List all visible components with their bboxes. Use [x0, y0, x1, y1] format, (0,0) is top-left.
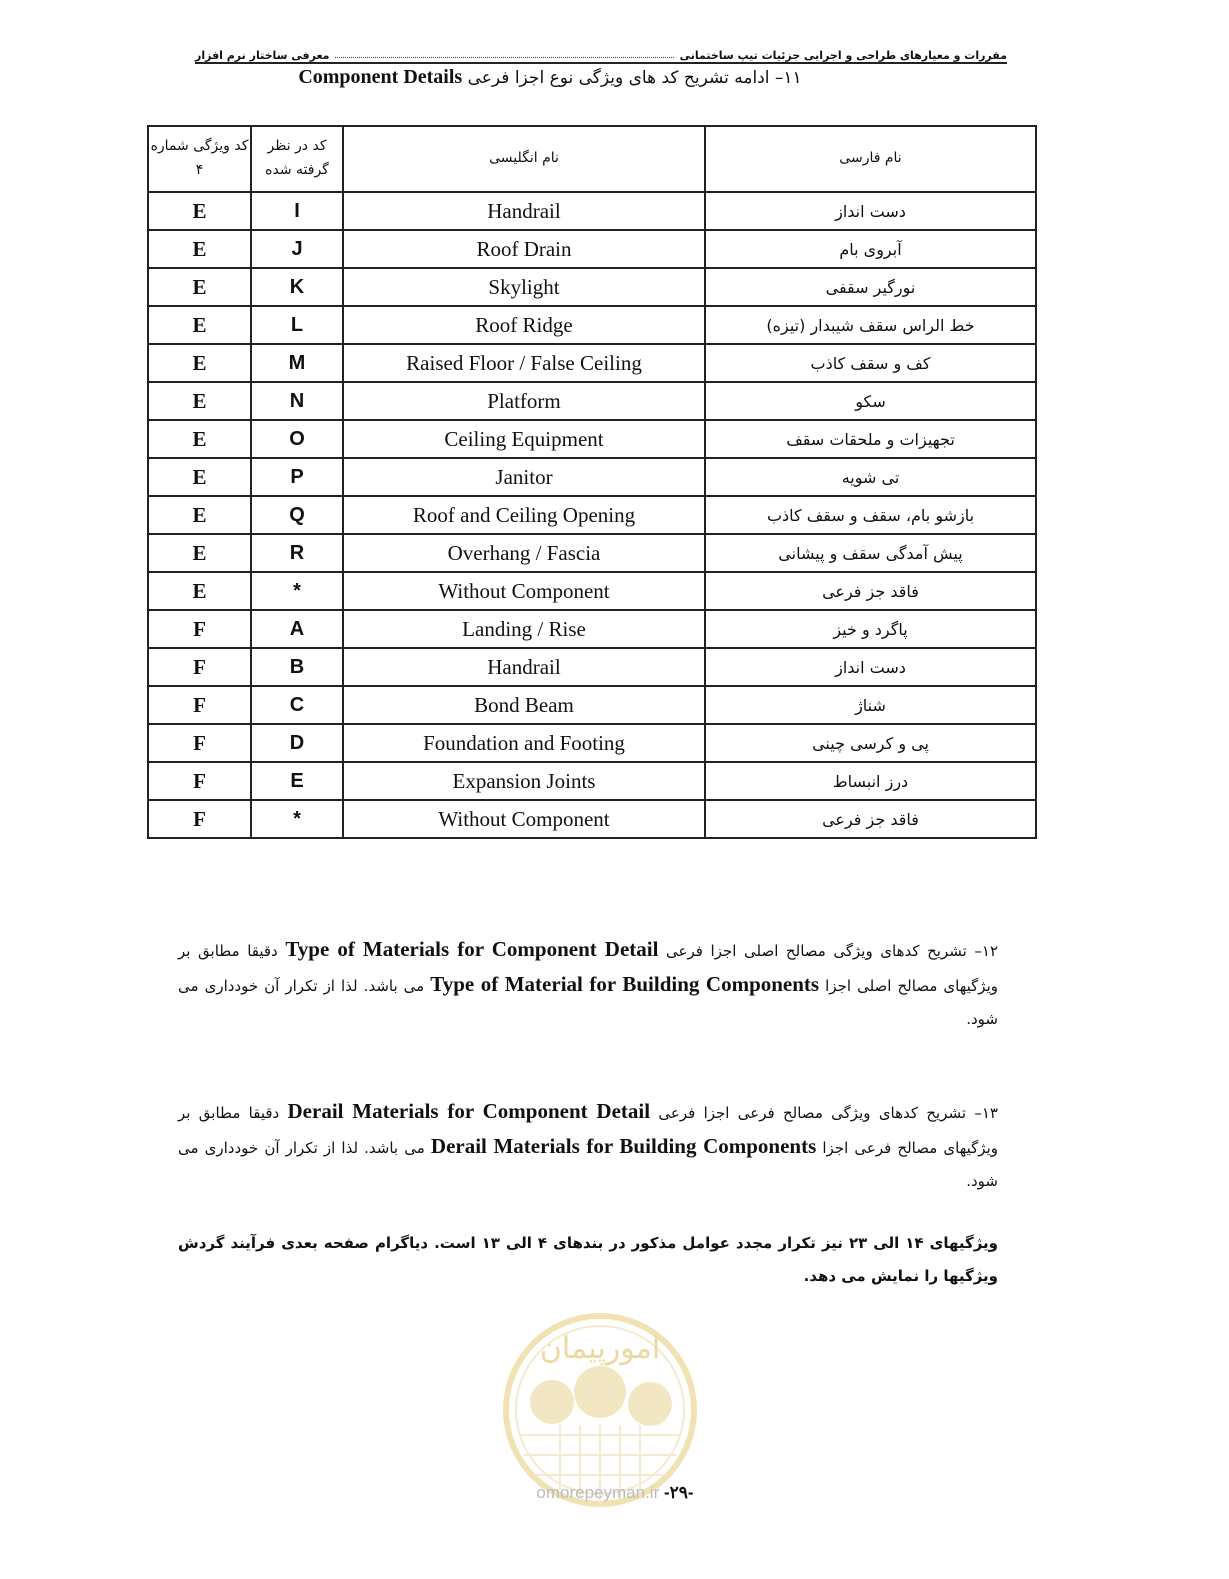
- english-name-cell: Without Component: [343, 800, 705, 838]
- assigned-code-cell: J: [251, 230, 343, 268]
- feature-code-cell: E: [148, 534, 251, 572]
- persian-name-cell: پیش آمدگی سقف و پیشانی: [705, 534, 1036, 572]
- section-title-en: Component Details: [298, 66, 463, 88]
- persian-name-cell: فاقد جز فرعی: [705, 572, 1036, 610]
- persian-name-cell: پاگرد و خیز: [705, 610, 1036, 648]
- table-row: [148, 762, 1036, 800]
- feature-code-cell: F: [148, 762, 251, 800]
- header-english-name: نام انگلیسی: [343, 126, 705, 192]
- english-name-cell: Raised Floor / False Ceiling: [343, 344, 705, 382]
- table-row: [148, 686, 1036, 724]
- feature-code-cell: F: [148, 800, 251, 838]
- feature-code-cell: E: [148, 306, 251, 344]
- persian-name-cell: سکو: [705, 382, 1036, 420]
- persian-name-cell: آبروی بام: [705, 230, 1036, 268]
- feature-code-cell: E: [148, 572, 251, 610]
- english-name-cell: Roof and Ceiling Opening: [343, 496, 705, 534]
- persian-name-cell: شناژ: [705, 686, 1036, 724]
- english-name-cell: Foundation and Footing: [343, 724, 705, 762]
- assigned-code-cell: O: [251, 420, 343, 458]
- header-persian-name: نام فارسی: [705, 126, 1036, 192]
- table-row: [148, 458, 1036, 496]
- persian-name-cell: درز انبساط: [705, 762, 1036, 800]
- watermark-logo-icon: [500, 1310, 700, 1510]
- paragraph-12: [178, 933, 998, 1036]
- english-name-cell: Without Component: [343, 572, 705, 610]
- p13-english-2: Derail Materials for Building Components: [430, 1134, 817, 1158]
- assigned-code-cell: K: [251, 268, 343, 306]
- assigned-code-cell: *: [251, 572, 343, 610]
- persian-name-cell: تی شویه: [705, 458, 1036, 496]
- english-name-cell: Expansion Joints: [343, 762, 705, 800]
- english-name-cell: Landing / Rise: [343, 610, 705, 648]
- p12-text-1: ۱۲– تشریح کدهای ویژگی مصالح اصلی اجزا فرعی: [658, 942, 999, 960]
- table-row: [148, 648, 1036, 686]
- paragraph-14: ویژگیهای ۱۴ الی ۲۳ نیز تکرار مجدد عوامل مذکور در بندهای ۴ الی ۱۳ است. دیاگرام صفحه بعدی فرآیند گردش ویژگیها را نمایش می دهد.: [178, 1234, 999, 1285]
- table-row: [148, 800, 1036, 838]
- english-name-cell: Handrail: [343, 648, 705, 686]
- persian-name-cell: کف و سقف کاذب: [705, 344, 1036, 382]
- feature-code-cell: F: [148, 686, 251, 724]
- table-row: [148, 534, 1036, 572]
- feature-code-cell: E: [148, 458, 251, 496]
- persian-name-cell: تجهیزات و ملحقات سقف: [705, 420, 1036, 458]
- assigned-code-cell: L: [251, 306, 343, 344]
- assigned-code-cell: B: [251, 648, 343, 686]
- table-row: [148, 344, 1036, 382]
- assigned-code-cell: C: [251, 686, 343, 724]
- assigned-code-cell: D: [251, 724, 343, 762]
- feature-code-cell: F: [148, 724, 251, 762]
- assigned-code-cell: *: [251, 800, 343, 838]
- assigned-code-cell: N: [251, 382, 343, 420]
- p12-english-1: Type of Materials for Component Detail: [285, 937, 659, 961]
- assigned-code-cell: M: [251, 344, 343, 382]
- p13-text-2: دقیقا مطابق بر ویژگیهای مصالح فرعی اجزا: [178, 1104, 998, 1157]
- persian-name-cell: بازشو بام، سقف و سقف کاذب: [705, 496, 1036, 534]
- feature-code-cell: F: [148, 648, 251, 686]
- table-row: [148, 724, 1036, 762]
- table-row: [148, 572, 1036, 610]
- english-name-cell: Janitor: [343, 458, 705, 496]
- p13-text-3: می باشد. لذا از تکرار آن خودداری می شود.: [178, 1139, 998, 1190]
- watermark-url: omorepeyman.ir: [536, 1483, 660, 1502]
- assigned-code-cell: E: [251, 762, 343, 800]
- table-row: [148, 306, 1036, 344]
- table-body: [148, 192, 1036, 838]
- persian-name-cell: دست انداز: [705, 648, 1036, 686]
- english-name-cell: Skylight: [343, 268, 705, 306]
- page-footer: [515, 1483, 715, 1503]
- header-feature-code: کد ویژگی شماره ۴: [148, 126, 251, 192]
- english-name-cell: Bond Beam: [343, 686, 705, 724]
- p12-text-3: می باشد. لذا از تکرار آن خودداری می شود.: [178, 977, 998, 1028]
- section-title-fa: ۱۱– ادامه تشریح کد های ویژگی نوع اجزا فرعی: [467, 68, 802, 88]
- feature-code-cell: E: [148, 420, 251, 458]
- english-name-cell: Roof Drain: [343, 230, 705, 268]
- feature-code-cell: E: [148, 382, 251, 420]
- header-assigned-code: کد در نظر گرفته شده: [251, 126, 343, 192]
- english-name-cell: Handrail: [343, 192, 705, 230]
- feature-code-cell: E: [148, 230, 251, 268]
- feature-code-cell: E: [148, 496, 251, 534]
- persian-name-cell: فاقد جز فرعی: [705, 800, 1036, 838]
- header-right-text: مقررات و معیارهای طراحی و اجرایی جزئیات تیپ ساختمانی: [679, 49, 1007, 62]
- header-dotted-leader: [335, 57, 673, 58]
- persian-name-cell: دست انداز: [705, 192, 1036, 230]
- table-row: [148, 192, 1036, 230]
- page-number: -۲۹-: [663, 1483, 694, 1502]
- table-row: [148, 382, 1036, 420]
- table-header-row: [148, 126, 1036, 192]
- table-row: [148, 230, 1036, 268]
- p13-text-1: ۱۳– تشریح کدهای ویژگی مصالح فرعی اجزا فرعی: [650, 1104, 998, 1122]
- persian-name-cell: پی و کرسی چینی: [705, 724, 1036, 762]
- english-name-cell: Roof Ridge: [343, 306, 705, 344]
- table-row: [148, 610, 1036, 648]
- assigned-code-cell: P: [251, 458, 343, 496]
- persian-name-cell: نورگیر سقفی: [705, 268, 1036, 306]
- table-row: [148, 496, 1036, 534]
- section-title: [200, 66, 900, 89]
- p12-text-2: دقیقا مطابق بر ویژگیهای مصالح اصلی اجزا: [178, 942, 998, 995]
- english-name-cell: Platform: [343, 382, 705, 420]
- feature-code-cell: F: [148, 610, 251, 648]
- p13-english-1: Derail Materials for Component Detail: [287, 1099, 651, 1123]
- feature-code-cell: E: [148, 344, 251, 382]
- english-name-cell: Ceiling Equipment: [343, 420, 705, 458]
- table-row: [148, 268, 1036, 306]
- feature-code-cell: E: [148, 268, 251, 306]
- header-left-text: معرفی ساختار نرم افزار: [195, 49, 330, 62]
- assigned-code-cell: I: [251, 192, 343, 230]
- assigned-code-cell: R: [251, 534, 343, 572]
- persian-name-cell: خط الراس سقف شیبدار (تیزه): [705, 306, 1036, 344]
- watermark-logo-text: امورپیمان: [539, 1331, 661, 1366]
- assigned-code-cell: Q: [251, 496, 343, 534]
- paragraph-13: [178, 1095, 998, 1198]
- component-details-table: [147, 125, 1037, 839]
- p12-english-2: Type of Material for Building Components: [430, 972, 820, 996]
- english-name-cell: Overhang / Fascia: [343, 534, 705, 572]
- page-header: [195, 38, 1007, 64]
- table-row: [148, 420, 1036, 458]
- feature-code-cell: E: [148, 192, 251, 230]
- assigned-code-cell: A: [251, 610, 343, 648]
